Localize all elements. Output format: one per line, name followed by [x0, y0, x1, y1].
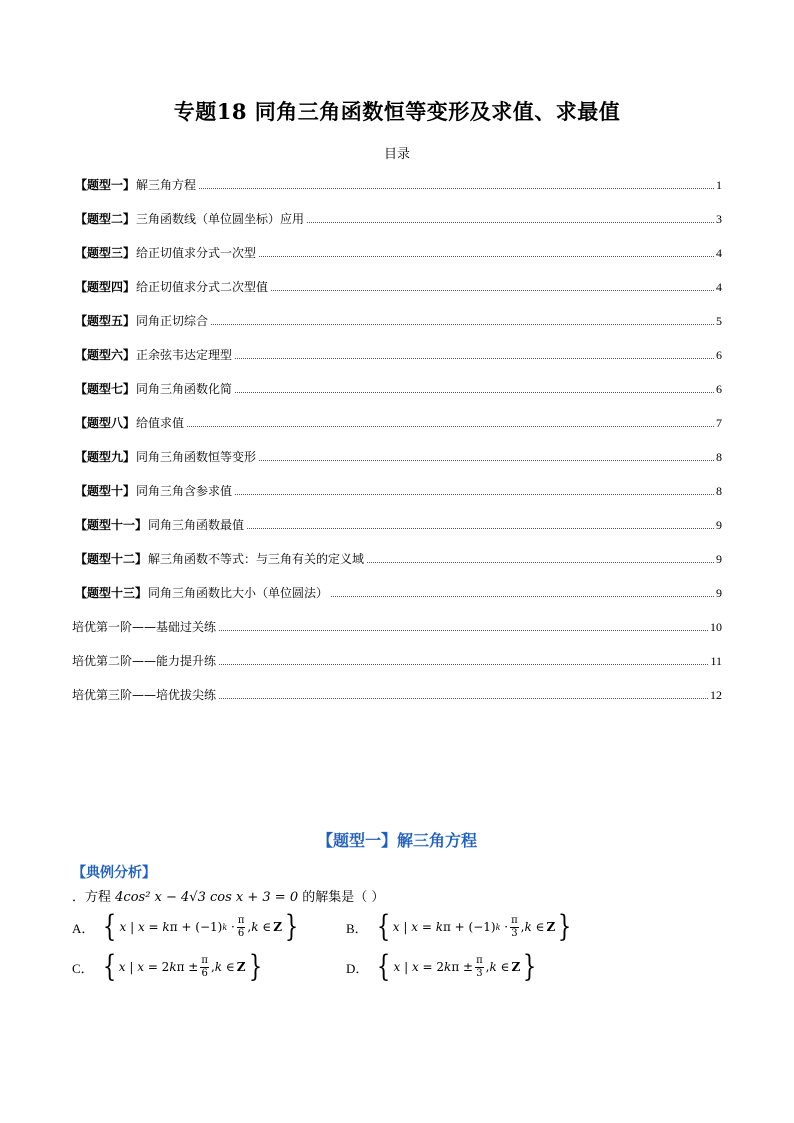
toc-entry-text: 同角正切综合: [136, 314, 209, 328]
option-expression: { x | x = k π + (−1) k · $\frac{\pi}{3}$ , k ∈ Z }: [376, 909, 572, 944]
toc-entry-page: 1: [716, 178, 722, 192]
toc-entry-text: 培优第二阶——能力提升练: [72, 654, 217, 668]
toc-entry[interactable]: [72, 431, 722, 465]
toc-entry[interactable]: [72, 635, 722, 669]
toc-entry[interactable]: [72, 669, 722, 703]
toc-entry-text: 同角三角函数化简: [136, 382, 233, 396]
toc-entry-page: 6: [716, 382, 722, 396]
toc-entry[interactable]: [72, 227, 722, 261]
toc-entry-text: 解三角方程: [136, 178, 197, 192]
toc-dot-leader: [235, 493, 714, 495]
toc-entry-text: 同角三角函数恒等变形: [136, 450, 257, 464]
toc-dot-leader: [259, 255, 714, 257]
toc-dot-leader: [211, 323, 714, 325]
toc-entry-label: 【题型四】: [75, 280, 136, 294]
toc-dot-leader: [271, 289, 714, 291]
toc-entry-page: 9: [716, 552, 722, 566]
toc-dot-leader: [331, 595, 714, 597]
toc-entry[interactable]: [72, 363, 722, 397]
toc-entry-label: 【题型十二】: [75, 552, 148, 566]
toc-entry-page: 8: [716, 450, 722, 464]
question-equation: 4cos² x − 4√3 cos x + 3 = 0: [115, 890, 299, 905]
toc-dot-leader: [219, 629, 708, 631]
toc-entry-page: 12: [710, 688, 722, 702]
option-letter: C．: [72, 960, 94, 976]
toc-entry-label: 【题型十三】: [75, 586, 148, 600]
toc-entry-page: 7: [716, 416, 722, 430]
section-title: 【题型一】解三角方程: [316, 831, 477, 850]
toc-entry[interactable]: [72, 601, 722, 635]
toc-entry[interactable]: [72, 261, 722, 295]
toc-entry-text: 同角三角含参求值: [136, 484, 233, 498]
table-of-contents: [72, 159, 722, 703]
toc-entry-text: 给正切值求分式一次型: [136, 246, 257, 260]
toc-entry-page: 9: [716, 518, 722, 532]
toc-dot-leader: [219, 697, 708, 699]
toc-entry-text: 同角三角函数比大小（单位圆法）: [148, 586, 329, 600]
toc-dot-leader: [307, 221, 714, 223]
toc-entry-page: 3: [716, 212, 722, 226]
toc-entry-page: 4: [716, 280, 722, 294]
toc-entry[interactable]: [72, 465, 722, 499]
toc-entry[interactable]: [72, 193, 722, 227]
toc-entry-text: 培优第一阶——基础过关练: [72, 620, 217, 634]
toc-entry-page: 5: [716, 314, 722, 328]
toc-entry-page: 4: [716, 246, 722, 260]
toc-entry-label: 【题型十一】: [75, 518, 148, 532]
document-title: 专题18 同角三角函数恒等变形及求值、求最值: [173, 99, 621, 124]
toc-entry-label: 【题型二】: [75, 212, 136, 226]
toc-entry-text: 培优第三阶——培优拔尖练: [72, 688, 217, 702]
toc-entry-label: 【题型五】: [75, 314, 136, 328]
example-tag: 【典例分析】: [72, 865, 156, 881]
toc-dot-leader: [367, 561, 714, 563]
toc-entry[interactable]: [72, 295, 722, 329]
toc-entry-text: 同角三角函数最值: [148, 518, 245, 532]
option-expression: { x | x = 2 k π ± $\frac{\pi}{3}$ , k ∈ Z }: [377, 949, 537, 984]
toc-entry-label: 【题型十】: [75, 484, 136, 498]
toc-entry-label: 【题型三】: [75, 246, 136, 260]
toc-dot-leader: [247, 527, 714, 529]
toc-dot-leader: [259, 459, 714, 461]
question-stem: [72, 886, 384, 905]
toc-entry[interactable]: [72, 329, 722, 363]
toc-entry[interactable]: [72, 499, 722, 533]
question-suffix: 的解集是（ ）: [302, 890, 385, 905]
toc-entry-text: 正余弦韦达定理型: [136, 348, 233, 362]
toc-entry-label: 【题型九】: [75, 450, 136, 464]
toc-entry-label: 【题型一】: [75, 178, 136, 192]
toc-entry[interactable]: [72, 567, 722, 601]
toc-dot-leader: [199, 187, 714, 189]
toc-entry-text: 三角函数线（单位圆坐标）应用: [136, 212, 305, 226]
option-letter: B．: [346, 920, 368, 936]
toc-entry-text: 给值求值: [136, 416, 185, 430]
toc-entry-page: 6: [716, 348, 722, 362]
toc-dot-leader: [219, 663, 708, 665]
toc-entry[interactable]: [72, 159, 722, 193]
toc-entry[interactable]: [72, 533, 722, 567]
toc-entry-page: 10: [710, 620, 722, 634]
toc-dot-leader: [187, 425, 714, 427]
option-a[interactable]: [72, 909, 301, 944]
option-d[interactable]: [346, 949, 539, 984]
option-expression: { x | x = k π + (−1) k · $\frac{\pi}{6}$ , k ∈ Z }: [103, 909, 299, 944]
toc-entry-page: 11: [710, 654, 722, 668]
question-prefix: ．方程: [72, 890, 112, 905]
toc-heading: 目录: [383, 147, 410, 162]
toc-entry-label: 【题型六】: [75, 348, 136, 362]
toc-entry[interactable]: [72, 397, 722, 431]
option-letter: D．: [346, 960, 369, 976]
option-c[interactable]: [72, 949, 265, 984]
toc-dot-leader: [235, 357, 714, 359]
toc-entry-page: 8: [716, 484, 722, 498]
toc-entry-text: 给正切值求分式二次型值: [136, 280, 269, 294]
toc-entry-page: 9: [716, 586, 722, 600]
option-b[interactable]: [346, 909, 574, 944]
option-expression: { x | x = 2 k π ± $\frac{\pi}{6}$ , k ∈ Z }: [102, 949, 262, 984]
toc-dot-leader: [235, 391, 714, 393]
option-letter: A．: [72, 920, 95, 936]
toc-entry-label: 【题型八】: [75, 416, 136, 430]
toc-entry-label: 【题型七】: [75, 382, 136, 396]
toc-entry-text: 解三角函数不等式：与三角有关的定义域: [148, 552, 365, 566]
